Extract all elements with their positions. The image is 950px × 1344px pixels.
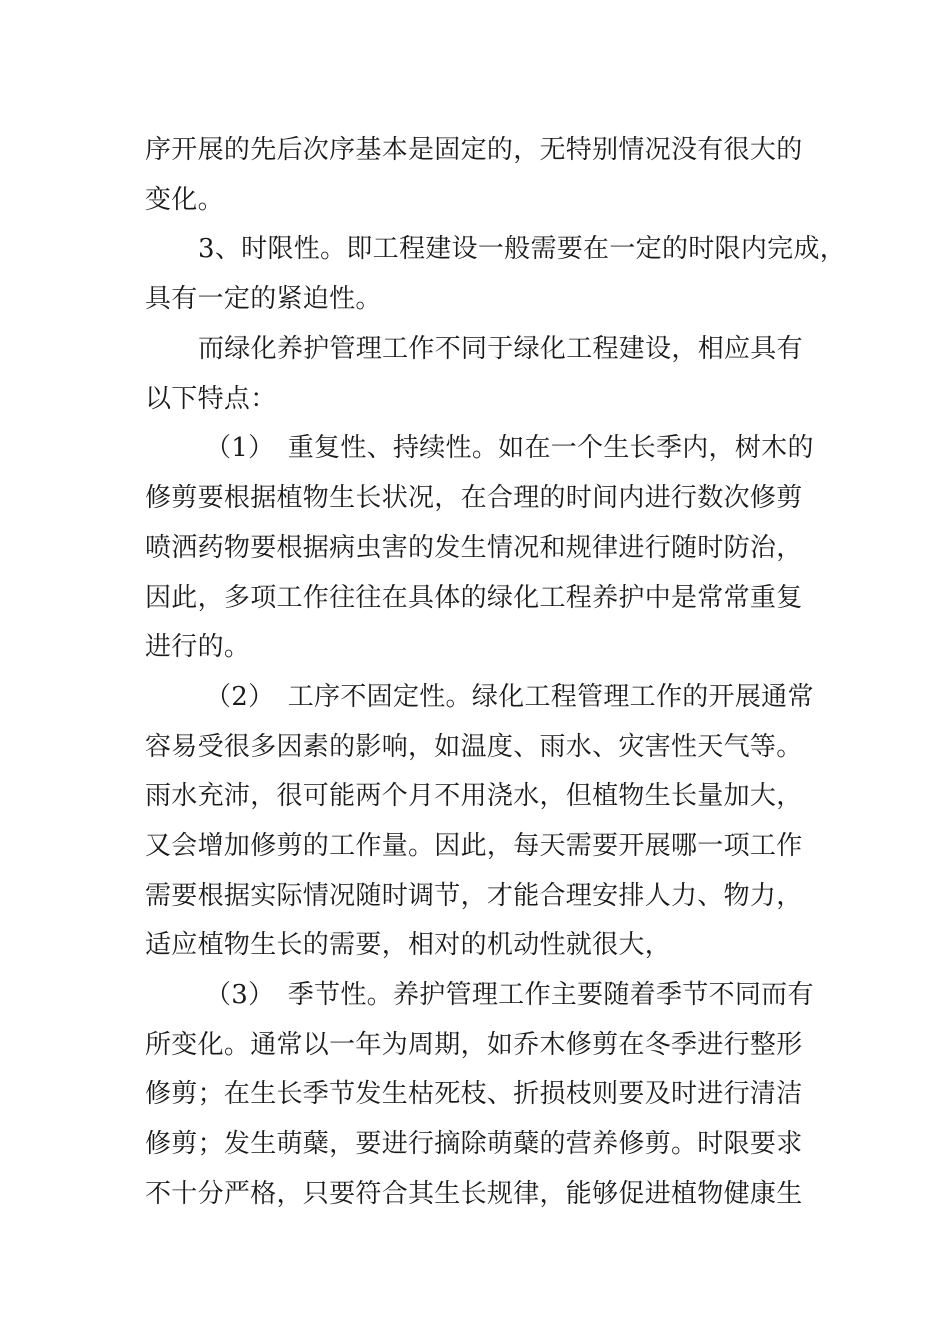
text-line: 不十分严格，只要符合其生长规律，能够促进植物健康生: [145, 1179, 803, 1209]
text-line: 又会增加修剪的工作量。因此，每天需要开展哪一项工作: [145, 831, 803, 861]
text-line: 修剪；在生长季节发生枯死枝、折损枝则要及时进行清洁: [145, 1079, 803, 1109]
text-line: 而绿化养护管理工作不同于绿化工程建设，相应具有: [198, 334, 803, 364]
text-line: 具有一定的紧迫性。: [145, 284, 382, 314]
text-line: 序开展的先后次序基本是固定的，无特别情况没有很大的: [145, 135, 803, 165]
text-line: 3、时限性。即工程建设一般需要在一定的时限内完成，: [198, 234, 847, 264]
text-line: 喷洒药物要根据病虫害的发生情况和规律进行随时防治，: [145, 533, 803, 563]
text-line: 适应植物生长的需要，相对的机动性就很大，: [145, 930, 672, 960]
text-line: 需要根据实际情况随时调节，才能合理安排人力、物力，: [145, 881, 803, 911]
text-line: （3） 季节性。养护管理工作主要随着季节不同而有: [205, 980, 814, 1010]
text-line: 以下特点：: [145, 384, 277, 414]
text-line: 修剪要根据植物生长状况，在合理的时间内进行数次修剪: [145, 483, 803, 513]
text-line: 雨水充沛，很可能两个月不用浇水，但植物生长量加大，: [145, 781, 803, 811]
text-line: 所变化。通常以一年为周期，如乔木修剪在冬季进行整形: [145, 1030, 803, 1060]
text-line: 容易受很多因素的影响，如温度、雨水、灾害性天气等。: [145, 732, 803, 762]
text-line: 进行的。: [145, 632, 251, 662]
text-line: （1） 重复性、持续性。如在一个生长季内，树木的: [205, 433, 814, 463]
text-line: （2） 工序不固定性。绿化工程管理工作的开展通常: [205, 682, 814, 712]
text-line: 变化。: [145, 185, 224, 215]
text-line: 因此，多项工作往往在具体的绿化工程养护中是常常重复: [145, 583, 803, 613]
text-line: 修剪；发生萌蘖，要进行摘除萌蘖的营养修剪。时限要求: [145, 1129, 803, 1159]
